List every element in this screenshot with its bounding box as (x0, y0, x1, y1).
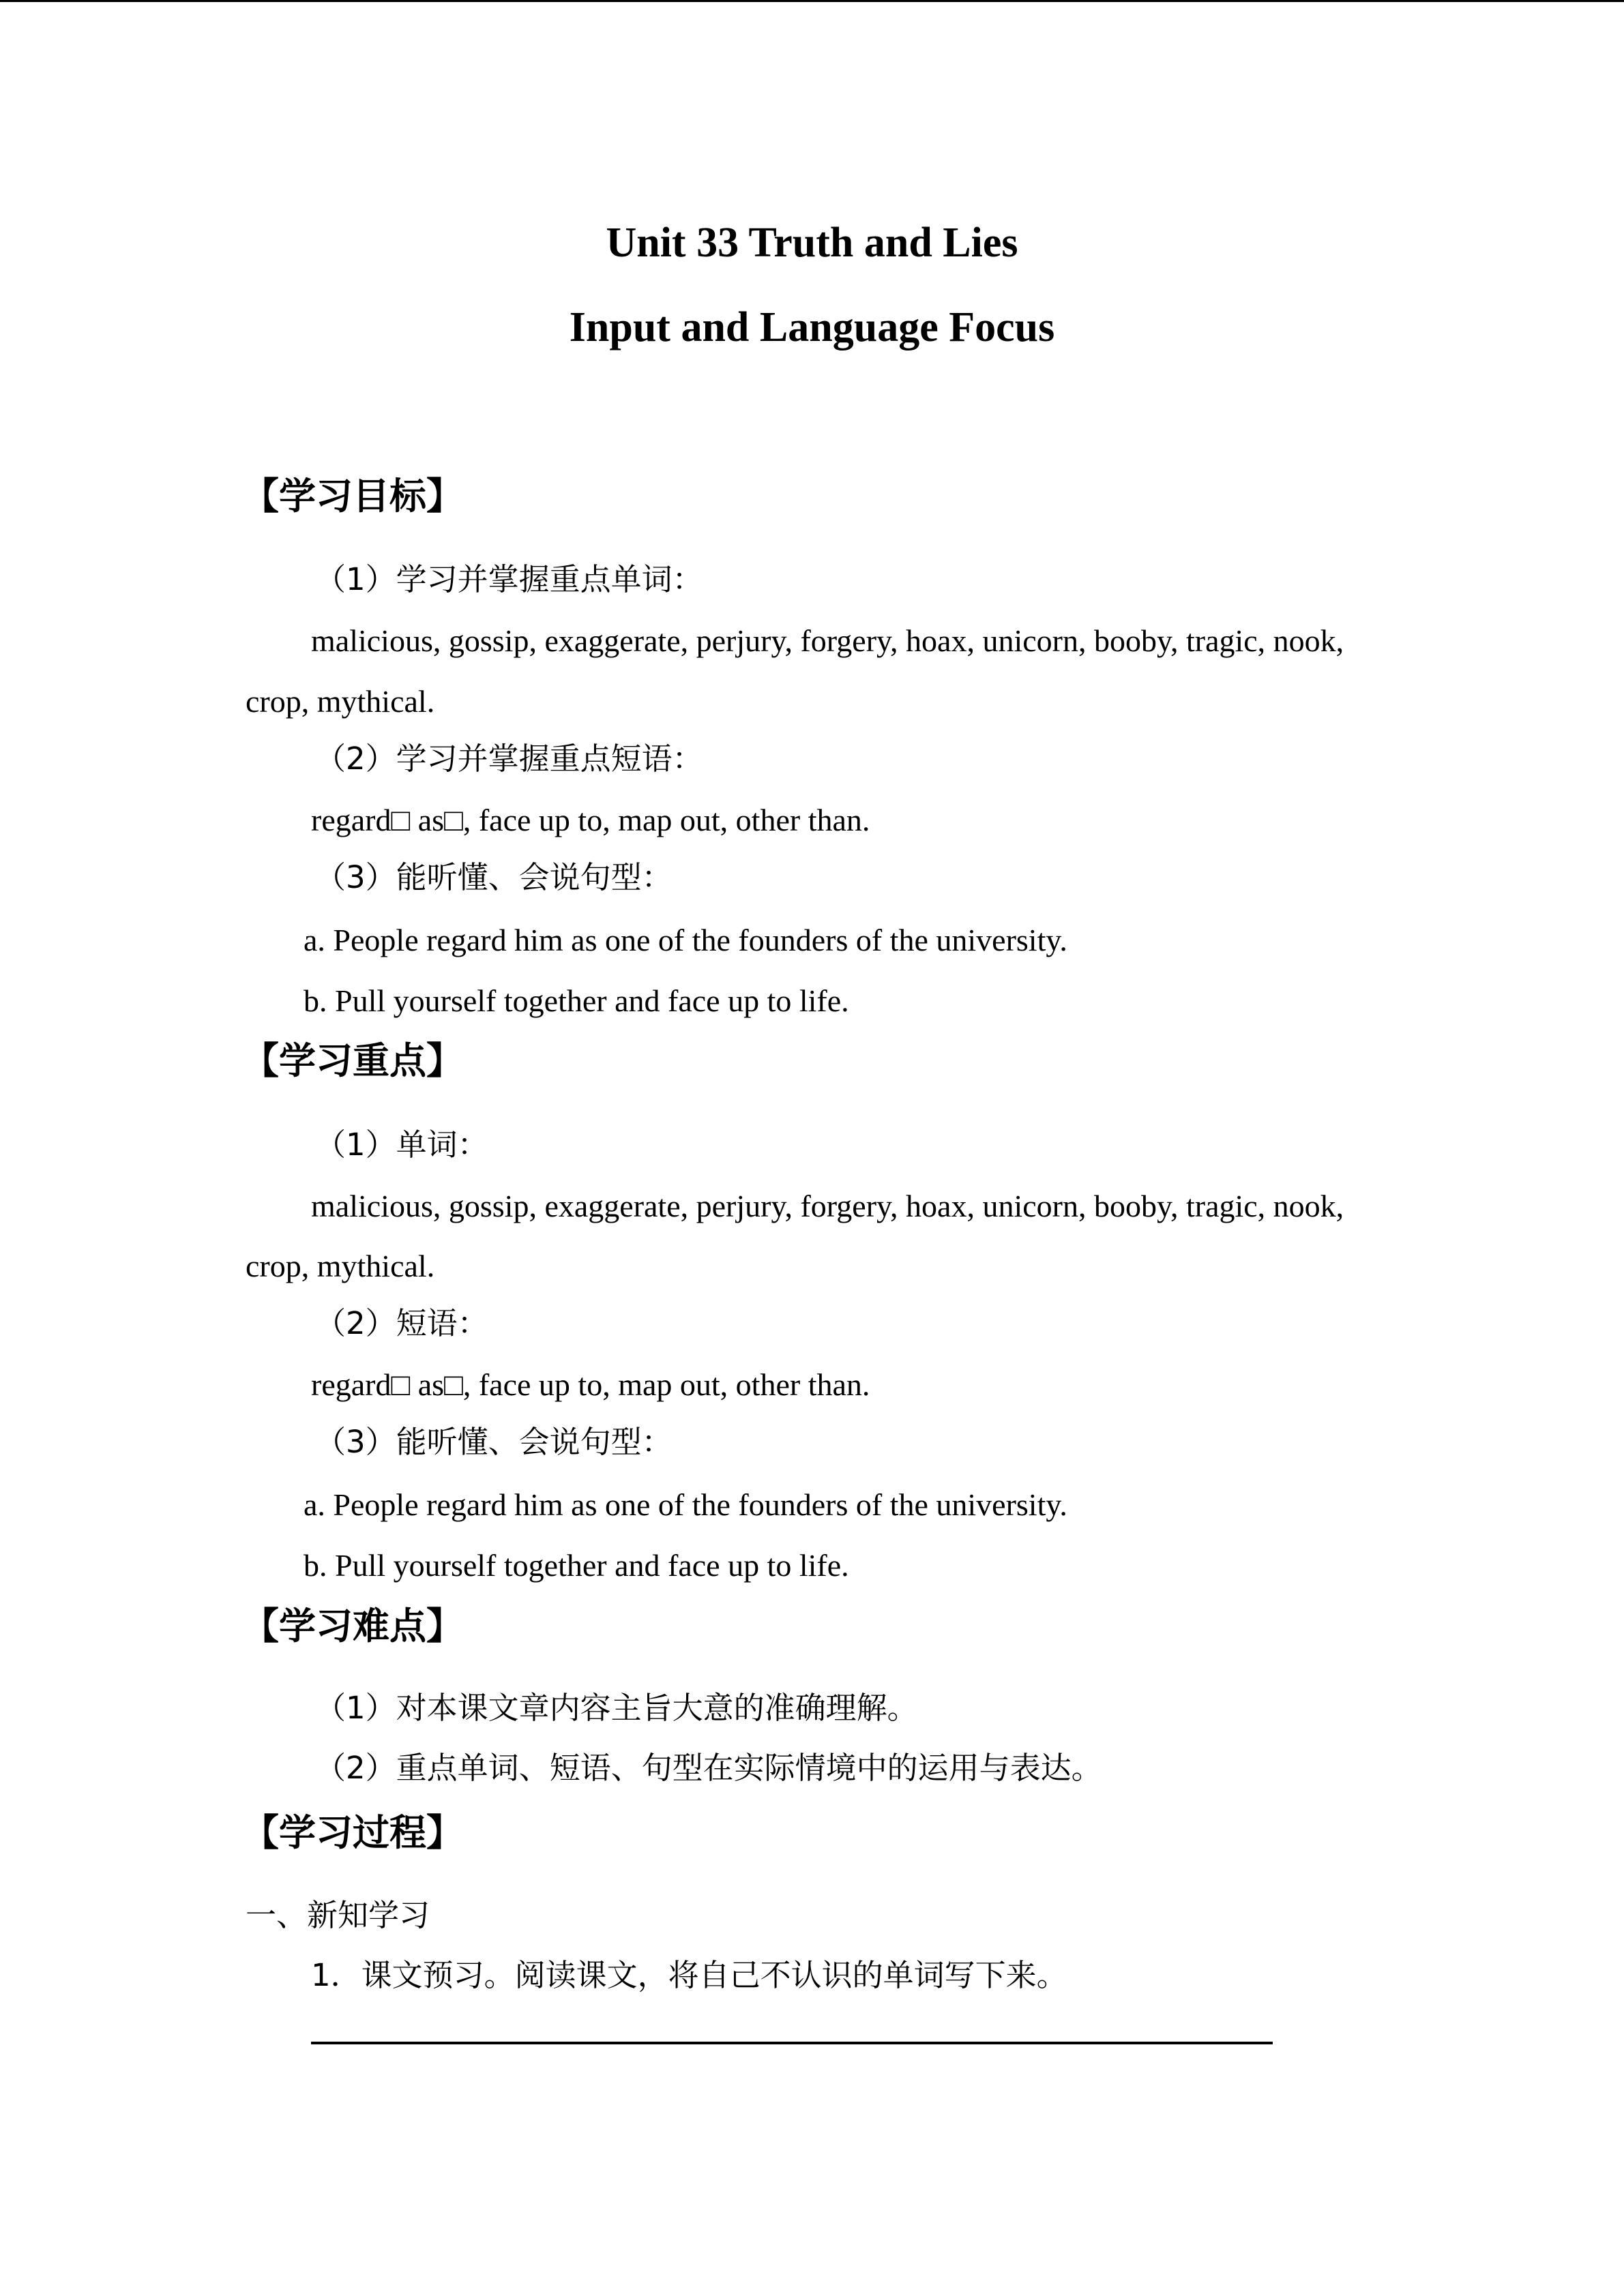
objectives-sentence-b: b. Pull yourself together and face up to life. (304, 983, 849, 1018)
process-section-new-knowledge: 一、新知学习 (246, 1897, 430, 1933)
key-points-words-line2: crop, mythical. (246, 1249, 435, 1283)
document-title: Unit 33 Truth and Lies (606, 220, 1018, 266)
objectives-item3-label: （3）能听懂、会说句型： (315, 859, 673, 895)
key-points-item3-label: （3）能听懂、会说句型： (315, 1424, 673, 1460)
key-points-item1-label: （1）单词： (315, 1127, 488, 1163)
document-subtitle: Input and Language Focus (569, 304, 1055, 351)
key-points-item2-label: （2）短语： (315, 1305, 488, 1341)
section-heading-difficulties: 【学习难点】 (242, 1605, 463, 1648)
key-points-sentence-a: a. People regard him as one of the founders of the university. (304, 1487, 1067, 1522)
answer-blank-line[interactable] (311, 2042, 1273, 2044)
objectives-words-line1: malicious, gossip, exaggerate, perjury, forgery, hoax, unicorn, booby, tragic, nook, (311, 623, 1344, 658)
key-points-words-line1: malicious, gossip, exaggerate, perjury, forgery, hoax, unicorn, booby, tragic, nook, (311, 1189, 1344, 1223)
difficulties-item2: （2）重点单词、短语、句型在实际情境中的运用与表达。 (315, 1750, 1102, 1786)
objectives-sentence-a: a. People regard him as one of the founders of the university. (304, 923, 1067, 957)
process-task-preview: 1．课文预习。阅读课文，将自己不认识的单词写下来。 (311, 1957, 1067, 1993)
key-points-sentence-b: b. Pull yourself together and face up to life. (304, 1548, 849, 1583)
objectives-words-line2: crop, mythical. (246, 684, 435, 719)
objectives-item1-label: （1）学习并掌握重点单词： (315, 561, 703, 597)
section-heading-objectives: 【学习目标】 (242, 475, 463, 518)
key-points-phrases: regard□ as□, face up to, map out, other than. (311, 1367, 870, 1402)
difficulties-item1: （1）对本课文章内容主旨大意的准确理解。 (315, 1690, 918, 1726)
section-heading-process: 【学习过程】 (242, 1811, 463, 1854)
objectives-phrases: regard□ as□, face up to, map out, other than. (311, 803, 870, 837)
section-heading-key-points: 【学习重点】 (242, 1039, 463, 1082)
objectives-item2-label: （2）学习并掌握重点短语： (315, 741, 703, 777)
